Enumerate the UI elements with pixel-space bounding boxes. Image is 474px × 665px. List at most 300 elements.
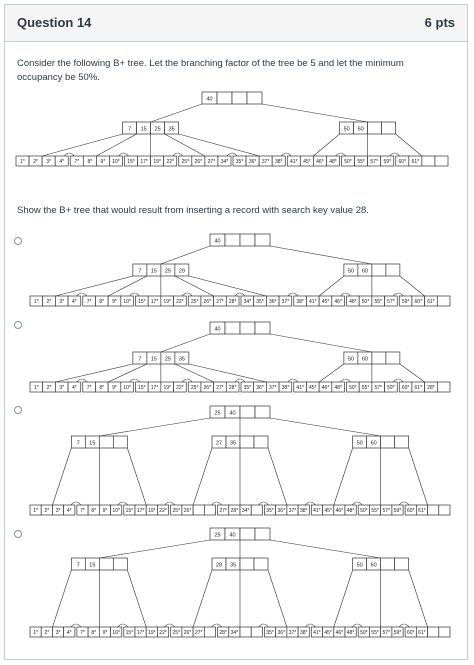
leaf-node-key: 19* — [148, 508, 156, 514]
root-node-key: 40 — [229, 410, 236, 417]
root-node-slot — [240, 234, 255, 246]
leaf-node-key: 4* — [72, 385, 77, 391]
leaf-node-key: 2* — [44, 508, 50, 514]
leaf-node-key: 37* — [281, 299, 290, 305]
leaf-node-slot — [251, 627, 262, 637]
internal-node-slot — [395, 436, 409, 448]
leaf-node-slot — [428, 627, 439, 637]
leaf-node-key: 38* — [299, 508, 308, 514]
leaf-node-key: 7* — [80, 508, 85, 514]
leaf-node-key: 48* — [329, 159, 337, 165]
root-node-slot — [225, 322, 240, 334]
leaf-node-key: 45* — [324, 630, 332, 636]
leaf-node-slot — [251, 505, 262, 515]
leaf-sibling-arrow — [165, 502, 175, 505]
tree-pointer-line — [52, 448, 71, 505]
internal-node-key: 35 — [168, 126, 175, 133]
leaf-node-key: 60* — [406, 630, 415, 636]
root-node-slot — [247, 92, 262, 104]
internal-node-key: 60 — [370, 562, 377, 569]
leaf-node-key: 19* — [153, 159, 161, 165]
leaf-node-key: 15* — [138, 299, 146, 305]
tree-pointer-line — [193, 570, 212, 627]
leaf-node-key: 26* — [203, 299, 212, 305]
leaf-node-key: 22* — [176, 385, 184, 391]
leaf-sibling-arrow — [235, 293, 245, 296]
leaf-node-key: 10* — [112, 508, 120, 514]
internal-node-slot — [382, 122, 396, 134]
leaf-node-key: 57* — [374, 385, 382, 391]
internal-node-key: 60 — [357, 126, 364, 133]
leaf-node-key: 28* — [219, 630, 227, 636]
leaf-node-key: 57* — [370, 159, 378, 165]
internal-node-slot — [99, 558, 113, 570]
leaf-node-key: 59* — [383, 159, 391, 165]
leaf-node-key: 41* — [309, 299, 317, 305]
tree-pointer-line — [400, 276, 425, 296]
root-node-slot — [255, 406, 270, 418]
internal-node-key: 7 — [138, 356, 142, 363]
leaf-node-slot — [193, 505, 204, 515]
leaf-sibling-arrow — [130, 379, 140, 382]
leaf-sibling-arrow — [288, 293, 298, 296]
tree-pointer-line — [334, 570, 353, 627]
tree-pointer-line — [127, 570, 146, 627]
leaf-sibling-arrow — [118, 624, 128, 627]
leaf-node-key: 3* — [55, 508, 61, 514]
internal-node-key: 15 — [150, 356, 157, 363]
leaf-node-key: 45* — [309, 385, 317, 391]
leaf-node-key: 19* — [148, 630, 156, 636]
internal-node-key: 60 — [361, 268, 368, 275]
leaf-node-key: 34* — [243, 299, 252, 305]
leaf-node-key: 36* — [268, 299, 277, 305]
leaf-sibling-arrow — [173, 153, 183, 156]
leaf-node-key: 22* — [159, 630, 167, 636]
leaf-node-key: 4* — [66, 508, 72, 514]
leaf-node-key: 26* — [183, 508, 192, 514]
internal-node-key: 50 — [347, 356, 354, 363]
tree-pointer-line — [99, 540, 210, 558]
tree-pointer-line — [175, 276, 214, 296]
leaf-node-key: 10* — [123, 385, 131, 391]
leaf-node-key: 1* — [20, 159, 25, 165]
internal-node-key: 7 — [76, 440, 80, 447]
tree-pointer-line — [319, 276, 344, 296]
leaf-node-key: 35* — [266, 508, 274, 514]
leaf-node-key: 50* — [360, 630, 368, 636]
leaf-node-key: 55* — [371, 630, 379, 636]
root-node-key: 25 — [214, 532, 221, 539]
tree-pointer-line — [189, 276, 267, 296]
internal-node-key: 35 — [178, 356, 185, 363]
tree-pointer-line — [108, 364, 147, 382]
leaf-node-key: 35* — [243, 385, 252, 391]
leaf-node-key: 46* — [334, 299, 342, 305]
internal-node-slot — [372, 352, 386, 364]
leaf-node-key: 37* — [261, 159, 270, 165]
leaf-node-key: 34* — [220, 159, 229, 165]
tree-pointer-line — [409, 448, 428, 505]
leaf-sibling-arrow — [341, 293, 351, 296]
internal-node-key: 50 — [343, 126, 350, 133]
internal-node-slot — [395, 558, 409, 570]
tree-pointer-line — [334, 448, 353, 505]
tree-pointer-line — [319, 364, 344, 382]
leaf-node-key: 8* — [91, 508, 97, 514]
internal-node-slot — [113, 436, 127, 448]
leaf-sibling-arrow — [305, 502, 315, 505]
internal-node-slot — [368, 122, 382, 134]
leaf-node-key: 55* — [371, 508, 379, 514]
leaf-node-key: 10* — [112, 159, 120, 165]
root-node-slot — [255, 234, 270, 246]
root-node-key: 40 — [206, 96, 213, 103]
leaf-sibling-arrow — [235, 379, 245, 382]
leaf-node-key: 50* — [344, 159, 352, 165]
leaf-node-key: 8* — [87, 159, 93, 165]
leaf-node-key: 60* — [401, 385, 410, 391]
leaf-node-key: 28* — [230, 508, 239, 514]
tree-pointer-line — [52, 570, 71, 627]
leaf-node-key: 45* — [303, 159, 311, 165]
internal-node-key: 35 — [229, 440, 237, 447]
tree-pointer-line — [400, 364, 425, 382]
tree-pointer-line — [161, 334, 210, 352]
leaf-node-key: 10* — [112, 630, 120, 636]
leaf-node-key: 28* — [427, 385, 435, 391]
leaf-node-key: 38* — [281, 385, 290, 391]
leaf-node-key: 36* — [248, 159, 257, 165]
leaf-node-key: 7* — [86, 299, 92, 305]
leaf-node-key: 55* — [357, 159, 365, 165]
internal-node-slot — [254, 558, 268, 570]
tree-pointer-line — [270, 334, 372, 352]
internal-node-key: 60 — [361, 356, 368, 363]
leaf-node-key: 45* — [321, 299, 330, 305]
leaf-node-key: 50* — [361, 299, 370, 305]
leaf-node-key: 27* — [207, 159, 216, 165]
leaf-node-key: 36* — [277, 508, 286, 514]
leaf-sibling-arrow — [64, 153, 74, 156]
option-b-radio[interactable] — [14, 321, 22, 329]
leaf-node-key: 25* — [172, 508, 181, 514]
tree-pointer-line — [268, 448, 287, 505]
internal-node-slot — [381, 436, 395, 448]
leaf-sibling-arrow — [352, 624, 362, 627]
leaf-sibling-arrow — [182, 379, 192, 382]
leaf-sibling-arrow — [288, 379, 298, 382]
internal-node-key: 15 — [140, 126, 147, 133]
root-node-slot — [240, 406, 255, 418]
leaf-node-key: 26* — [203, 385, 212, 391]
leaf-sibling-arrow — [118, 502, 128, 505]
internal-node-key: 7 — [138, 268, 142, 275]
leaf-node-slot — [422, 156, 435, 166]
tree-pointer-line — [55, 276, 133, 296]
leaf-node-key: 1* — [33, 630, 38, 636]
internal-node-key: 29 — [178, 268, 185, 275]
leaf-node-key: 34* — [241, 508, 250, 514]
leaf-node-slot — [435, 156, 448, 166]
internal-node-key: 25 — [164, 268, 171, 275]
internal-node-slot — [113, 558, 127, 570]
leaf-node-key: 38* — [274, 159, 283, 165]
leaf-sibling-arrow — [352, 502, 362, 505]
leaf-node-key: 48* — [334, 385, 342, 391]
leaf-node-slot — [240, 627, 251, 637]
leaf-node-key: 19* — [163, 299, 171, 305]
leaf-node-key: 25* — [190, 385, 199, 391]
leaf-sibling-arrow — [182, 293, 192, 296]
leaf-node-key: 17* — [150, 385, 159, 391]
leaf-node-key: 28* — [228, 385, 237, 391]
leaf-node-key: 25* — [190, 299, 199, 305]
leaf-sibling-arrow — [212, 502, 222, 505]
leaf-sibling-arrow — [341, 379, 351, 382]
internal-node-key: 7 — [128, 126, 132, 133]
internal-node-slot — [386, 352, 400, 364]
question-task: Show the B+ tree that would result from inserting a record with search key value 28. — [17, 205, 369, 216]
leaf-node-slot — [204, 505, 215, 515]
leaf-node-key: 37* — [268, 385, 277, 391]
internal-node-key: 27 — [215, 440, 223, 447]
leaf-sibling-arrow — [336, 153, 346, 156]
leaf-node-key: 45* — [324, 508, 332, 514]
internal-node-key: 25 — [164, 356, 171, 363]
leaf-node-key: 61* — [418, 630, 426, 636]
leaf-node-key: 26* — [183, 630, 192, 636]
leaf-node-key: 48* — [349, 299, 357, 305]
leaf-node-key: 22* — [166, 159, 174, 165]
leaf-sibling-arrow — [71, 502, 81, 505]
leaf-node-key: 26* — [194, 159, 203, 165]
leaf-node-key: 17* — [150, 299, 159, 305]
leaf-node-key: 37* — [288, 630, 297, 636]
root-node-slot — [240, 528, 255, 540]
leaf-node-key: 61* — [411, 159, 420, 165]
leaf-node-key: 7* — [80, 630, 85, 636]
leaf-node-key: 48* — [346, 630, 355, 636]
leaf-sibling-arrow — [393, 293, 403, 296]
leaf-node-key: 1* — [33, 385, 39, 391]
tree-pointer-line — [268, 570, 287, 627]
root-node-key: 40 — [229, 532, 236, 539]
leaf-node-key: 2* — [46, 385, 52, 391]
leaf-node-key: 7* — [74, 159, 80, 165]
leaf-node-key: 61* — [427, 299, 435, 305]
leaf-node-key: 19* — [163, 385, 171, 391]
tree-pointer-line — [99, 418, 210, 436]
leaf-node-key: 46* — [335, 630, 344, 636]
internal-node-slot — [254, 436, 268, 448]
leaf-node-key: 8* — [99, 385, 105, 391]
tree-pointer-line — [42, 134, 123, 156]
leaf-node-key: 15* — [125, 508, 134, 514]
leaf-node-key: 41* — [296, 385, 304, 391]
leaf-node-key: 9* — [102, 508, 108, 514]
leaf-node-key: 57* — [382, 508, 391, 514]
leaf-node-key: 15* — [138, 385, 146, 391]
leaf-node-key: 48* — [346, 508, 355, 514]
leaf-node-slot — [437, 296, 450, 306]
tree-pointer-line — [96, 134, 136, 156]
internal-node-key: 50 — [356, 562, 363, 569]
tree-pointer-line — [175, 364, 214, 382]
root-node-key: 40 — [214, 238, 221, 245]
internal-node-key: 35 — [229, 562, 237, 569]
leaf-node-key: 61* — [418, 508, 426, 514]
tree-pointer-line — [179, 134, 260, 156]
option-d-radio[interactable] — [14, 530, 22, 538]
leaf-node-key: 55* — [361, 385, 370, 391]
tree-pointer-line — [127, 448, 146, 505]
internal-node-slot — [240, 558, 254, 570]
leaf-node-key: 27* — [216, 299, 224, 305]
root-node-slot — [232, 92, 247, 104]
root-node-slot — [217, 92, 232, 104]
leaf-sibling-arrow — [71, 624, 81, 627]
leaf-sibling-arrow — [258, 502, 268, 505]
leaf-node-key: 36* — [277, 630, 286, 636]
leaf-node-key: 57* — [382, 630, 391, 636]
root-node-slot — [255, 322, 270, 334]
leaf-node-key: 8* — [99, 299, 105, 305]
leaf-node-key: 3* — [55, 630, 61, 636]
leaf-node-key: 2* — [33, 159, 38, 165]
internal-node-slot — [372, 264, 386, 276]
root-node-slot — [225, 234, 240, 246]
leaf-node-slot — [428, 505, 439, 515]
leaf-node-slot — [439, 627, 450, 637]
question-title: Question 14 — [17, 15, 92, 30]
leaf-node-key: 17* — [140, 159, 148, 165]
leaf-node-key: 38* — [296, 299, 304, 305]
tree-pointer-line — [409, 570, 428, 627]
tree-pointer-line — [161, 246, 210, 264]
internal-node-key: 7 — [76, 562, 80, 569]
internal-node-key: 60 — [370, 440, 377, 447]
root-node-key: 25 — [214, 410, 221, 417]
leaf-node-key: 34* — [230, 630, 239, 636]
leaf-node-key: 27* — [219, 508, 227, 514]
leaf-node-key: 27* — [194, 630, 203, 636]
leaf-node-key: 3* — [59, 299, 65, 305]
internal-node-key: 50 — [347, 268, 354, 275]
leaf-node-key: 22* — [159, 508, 167, 514]
leaf-node-key: 9* — [112, 385, 117, 391]
leaf-node-key: 41* — [313, 630, 321, 636]
leaf-node-key: 9* — [112, 299, 117, 305]
leaf-node-key: 17* — [136, 508, 145, 514]
leaf-node-slot — [437, 382, 450, 392]
leaf-node-key: 27* — [216, 385, 224, 391]
tree-pointer-line — [270, 540, 381, 558]
leaf-node-key: 15* — [125, 630, 134, 636]
leaf-node-key: 59* — [393, 630, 402, 636]
tree-pointer-line — [165, 134, 205, 156]
internal-node-slot — [240, 436, 254, 448]
tree-pointer-line — [193, 448, 212, 505]
leaf-node-key: 37* — [288, 508, 297, 514]
leaf-node-key: 3* — [46, 159, 52, 165]
option-c-radio[interactable] — [14, 406, 22, 414]
root-node-slot — [240, 322, 255, 334]
leaf-sibling-arrow — [393, 379, 403, 382]
leaf-sibling-arrow — [119, 153, 129, 156]
leaf-node-key: 50* — [360, 508, 368, 514]
leaf-sibling-arrow — [130, 293, 140, 296]
option-a-radio[interactable] — [14, 237, 22, 245]
leaf-node-key: 3* — [59, 385, 65, 391]
leaf-node-key: 28* — [228, 299, 237, 305]
leaf-node-key: 1* — [33, 299, 39, 305]
leaf-node-key: 25* — [181, 159, 190, 165]
root-node-slot — [255, 528, 270, 540]
leaf-node-key: 1* — [33, 508, 38, 514]
leaf-node-key: 2* — [44, 630, 50, 636]
leaf-sibling-arrow — [77, 379, 87, 382]
leaf-node-key: 60* — [398, 159, 407, 165]
leaf-sibling-arrow — [77, 293, 87, 296]
leaf-node-slot — [439, 505, 450, 515]
leaf-node-key: 8* — [91, 630, 97, 636]
leaf-node-key: 46* — [321, 385, 330, 391]
leaf-sibling-arrow — [227, 153, 237, 156]
leaf-node-key: 17* — [136, 630, 145, 636]
leaf-node-key: 55* — [374, 299, 382, 305]
tree-pointer-line — [396, 134, 422, 156]
leaf-node-slot — [204, 627, 215, 637]
leaf-sibling-arrow — [390, 153, 400, 156]
question-prompt: Consider the following B+ tree. Let the branching factor of the tree be 5 and let the minimum occupancy be 50%. — [17, 58, 404, 83]
leaf-node-key: 38* — [299, 630, 308, 636]
internal-node-slot — [386, 264, 400, 276]
leaf-sibling-arrow — [212, 624, 222, 627]
root-node-key: 40 — [214, 326, 221, 333]
internal-node-key: 50 — [356, 440, 363, 447]
tree-pointer-line — [151, 104, 202, 122]
leaf-sibling-arrow — [399, 624, 409, 627]
internal-node-key: 25 — [154, 126, 161, 133]
leaf-node-key: 60* — [414, 299, 423, 305]
leaf-node-key: 35* — [266, 630, 274, 636]
tree-pointer-line — [108, 276, 147, 296]
leaf-node-key: 4* — [59, 159, 65, 165]
internal-node-key: 15 — [150, 268, 157, 275]
leaf-node-key: 4* — [72, 299, 77, 305]
leaf-sibling-arrow — [281, 153, 291, 156]
leaf-node-key: 35* — [256, 299, 264, 305]
leaf-node-key: 9* — [102, 630, 108, 636]
leaf-node-key: 60* — [406, 508, 415, 514]
leaf-node-key: 50* — [349, 385, 357, 391]
leaf-node-key: 25* — [172, 630, 181, 636]
leaf-node-key: 57* — [387, 299, 395, 305]
leaf-node-key: 7* — [86, 385, 92, 391]
leaf-node-key: 9* — [100, 159, 106, 165]
tree-pointer-line — [270, 418, 381, 436]
tree-pointer-line — [262, 104, 368, 122]
internal-node-slot — [381, 558, 395, 570]
tree-pointer-line — [270, 246, 372, 264]
tree-pointer-line — [55, 364, 133, 382]
leaf-node-key: 4* — [66, 630, 72, 636]
question-points: 6 pts — [424, 15, 455, 30]
leaf-node-key: 41* — [313, 508, 321, 514]
tree-pointer-line — [313, 134, 339, 156]
leaf-node-key: 59* — [393, 508, 402, 514]
